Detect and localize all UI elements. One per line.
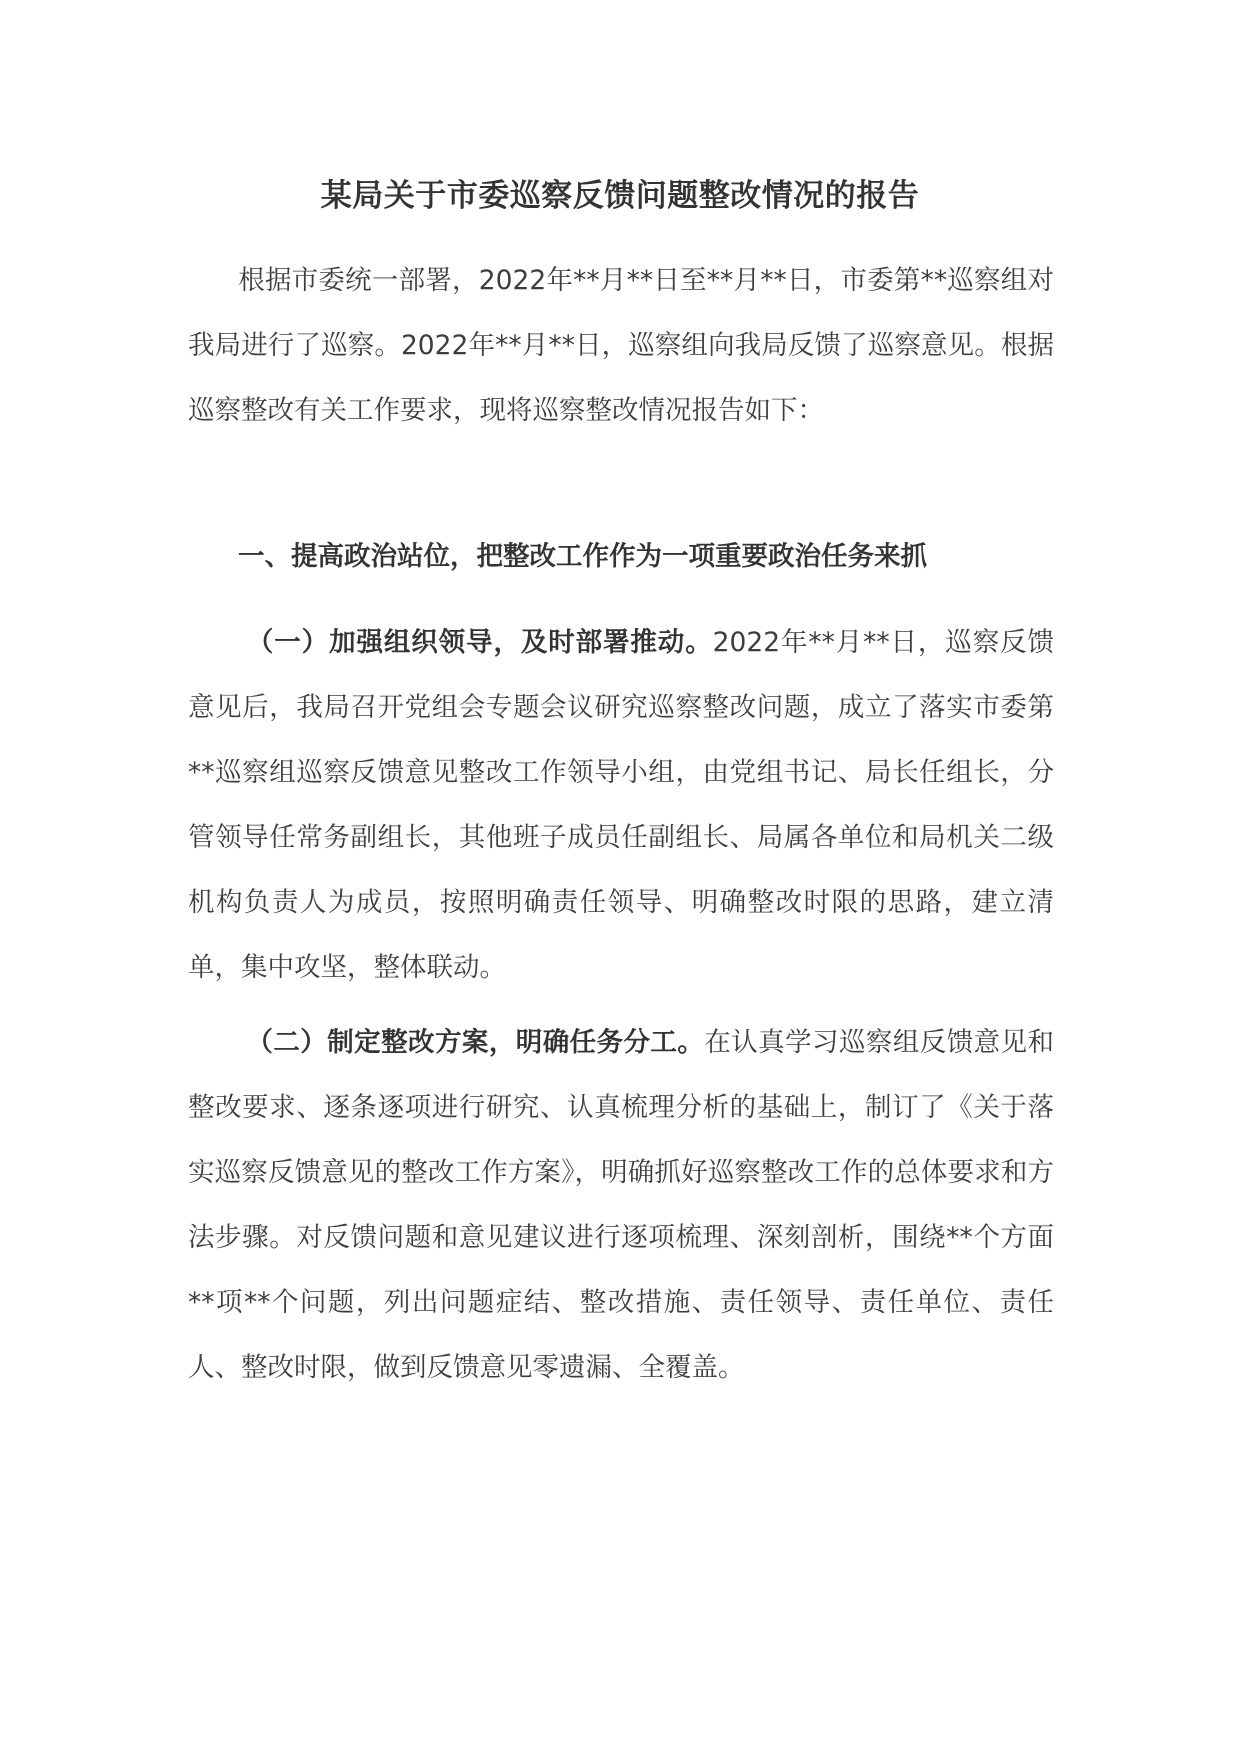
- document-title: 某局关于市委巡察反馈问题整改情况的报告: [320, 178, 920, 214]
- item-lead: （一）加强组织领导，及时部署推动。: [246, 627, 713, 658]
- intro-text: 根据市委统一部署，2022年**月**日至**月**日，市委第**巡察组对我局进行了巡察。2022年**月**日，巡察组向我局反馈了巡察意见。根据巡察整改有关工作要求，现将巡察整改情况报告如下：: [188, 265, 1054, 426]
- item-text: 在认真学习巡察组反馈意见和整改要求、逐条逐项进行研究、认真梳理分析的基础上，制订了《关于落实巡察反馈意见的整改工作方案》，明确抓好巡察整改工作的总体要求和方法步骤。对反馈问题和意见建议进行逐项梳理、深刻剖析，围绕**个方面**项**个问题，列出问题症结、整改措施、责任领导、责任单位、责任人、整改时限，做到反馈意见零遗漏、全覆盖。: [188, 1027, 1055, 1383]
- section-item-2: [188, 1010, 1054, 1400]
- section-item-1: [188, 610, 1054, 1000]
- section-heading: 一、提高政治站位，把整改工作作为一项重要政治任务来抓: [238, 541, 927, 572]
- item-text: 2022年**月**日，巡察反馈意见后，我局召开党组会专题会议研究巡察整改问题，成立了落实市委第**巡察组巡察反馈意见整改工作领导小组，由党组书记、局长任组长，分管领导任常务副组长，其他班子成员任副组长、局属各单位和局机关二级机构负责人为成员，按照明确责任领导、明确整改时限的思路，建立清单，集中攻坚，整体联动。: [188, 627, 1054, 983]
- intro-paragraph: [188, 248, 1054, 443]
- item-lead: （二）制定整改方案，明确任务分工。: [246, 1027, 705, 1058]
